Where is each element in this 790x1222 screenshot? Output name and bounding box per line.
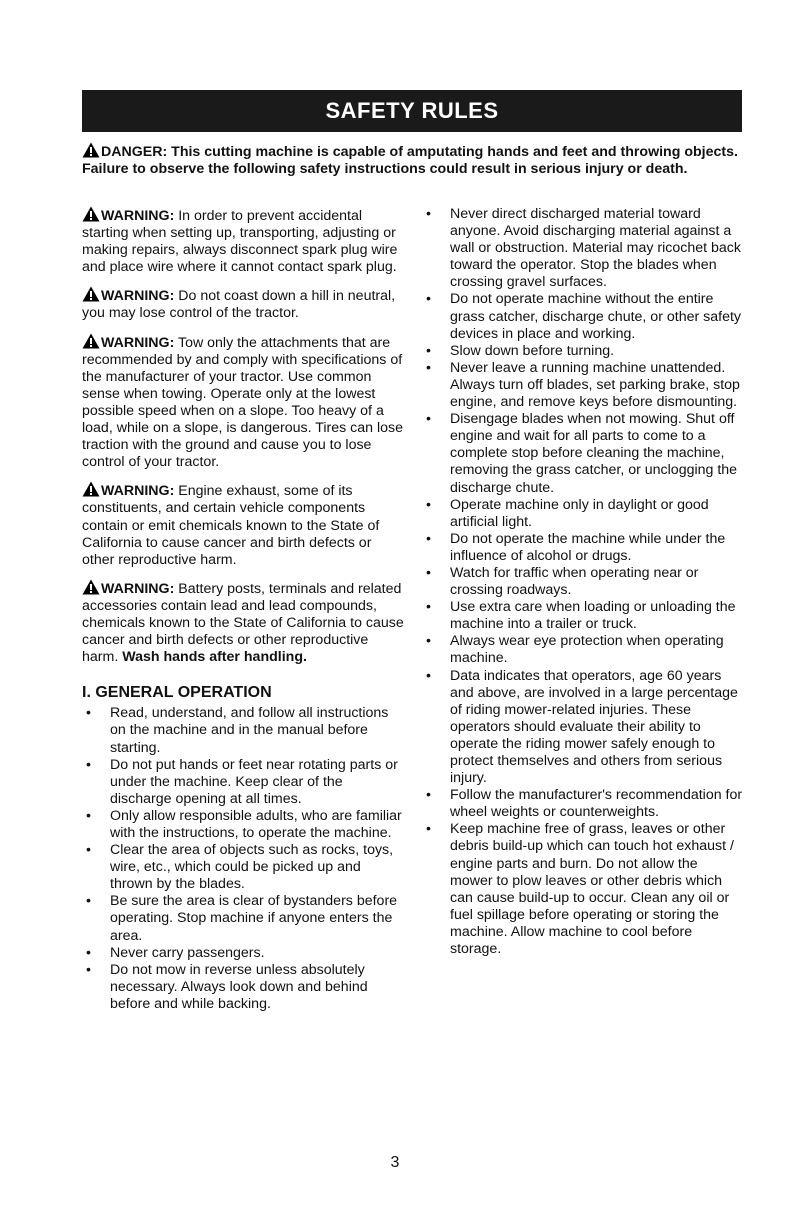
list-item: • Read, understand, and follow all instructions on the machine and in the manual before starting.: [82, 705, 404, 756]
warning-label: WARNING:: [101, 334, 175, 351]
list-item: • Clear the area of objects such as rocks, toys, wire, etc., which could be picked up and thrown by the blades.: [82, 842, 404, 893]
page-number: 3: [390, 1154, 400, 1171]
warning-paragraph: [82, 206, 404, 276]
list-item: • Never direct discharged material toward anyone. Avoid discharging material against a wall or obstruction. Material may ricochet back toward the operator. Stop the blades when crossing gravel surfaces.: [426, 206, 744, 291]
list-item: • Be sure the area is clear of bystanders before operating. Stop machine if anyone enters the area.: [82, 893, 404, 944]
warning-triangle-icon: [82, 142, 100, 158]
list-item: • Watch for traffic when operating near or crossing roadways.: [426, 565, 744, 599]
right-column: [426, 206, 744, 958]
warning-label: WARNING:: [101, 208, 175, 224]
section-banner: [82, 90, 742, 132]
list-item: • Do not put hands or feet near rotating parts or under the machine. Keep clear of the discharge opening at all times.: [82, 757, 404, 808]
warning-paragraph: [82, 481, 404, 568]
warning-triangle-icon: [82, 206, 100, 222]
list-item: • Never carry passengers.: [82, 945, 404, 962]
list-item: • Keep machine free of grass, leaves or other debris build-up which can touch hot exhaust / engine parts and burn. Do not allow the mower to plow leaves or other debris which can cause build-up to occur. Clean any oil or fuel spillage before operating or storing the machine. Allow machine to cool before storage.: [426, 821, 744, 958]
warning-paragraph: [82, 579, 404, 666]
warning-text: Battery posts, terminals and related accessories contain lead and lead compounds, chemicals known to the State of California to cause cancer and birth defects or other reproductive harm.: [82, 580, 404, 666]
list-item: • Do not operate the machine while under the influence of alcohol or drugs.: [426, 531, 744, 565]
warning-label: WARNING:: [101, 483, 175, 500]
warning-paragraph: [82, 286, 404, 322]
list-item: • Slow down before turning.: [426, 343, 744, 360]
list-item: • Always wear eye protection when operating machine.: [426, 633, 744, 667]
warning-text: In order to prevent accidental starting when setting up, transporting, adjusting or making repairs, always disconnect spark plug wire and place wire where it cannot contact spark plug.: [82, 208, 398, 276]
danger-notice: [82, 142, 744, 178]
warning-paragraph: [82, 333, 404, 472]
warning-label: WARNING:: [101, 288, 175, 305]
list-item: • Never leave a running machine unattended. Always turn off blades, set parking brake, stop engine, and remove keys before dismounting.: [426, 360, 744, 411]
section-heading: I. GENERAL OPERATION: [82, 684, 272, 702]
list-item: • Operate machine only in daylight or good artificial light.: [426, 497, 744, 531]
warning-text: Do not coast down a hill in neutral, you may lose control of the tractor.: [82, 288, 396, 322]
warning-triangle-icon: [82, 481, 100, 497]
general-operation-list: [82, 705, 404, 1013]
warning-triangle-icon: [82, 333, 100, 349]
list-item: • Data indicates that operators, age 60 years and above, are involved in a large percentage of riding mower-related injuries. These operators should evaluate their ability to operate the riding mower safely enough to protect themselves and others from serious injury.: [426, 668, 744, 788]
warning-text: Engine exhaust, some of its constituents, and certain vehicle components contain or emit chemicals known to the State of California to cause cancer and birth defects or other reproductive harm.: [82, 483, 380, 568]
warning-label: WARNING:: [101, 580, 175, 597]
danger-text: This cutting machine is capable of amputating hands and feet and throwing objects. Failure to observe the following safety instructions could result in serious injury or death.: [82, 144, 738, 177]
left-column: [82, 206, 404, 1013]
list-item: • Do not operate machine without the entire grass catcher, discharge chute, or other safety devices in place and working.: [426, 291, 744, 342]
warning-emphasis: Wash hands after handling.: [122, 649, 307, 666]
safety-list: [426, 206, 744, 958]
list-item: • Use extra care when loading or unloading the machine into a trailer or truck.: [426, 599, 744, 633]
list-item: • Follow the manufacturer's recommendation for wheel weights or counterweights.: [426, 787, 744, 821]
list-item: • Do not mow in reverse unless absolutely necessary. Always look down and behind before and while backing.: [82, 962, 404, 1013]
danger-label: DANGER:: [101, 144, 168, 160]
warning-text: Tow only the attachments that are recommended by and comply with specifications of the manufacturer of your tractor. Use common sense when towing. Operate only at the lowest possible speed when on a slope. Too heavy of a load, while on a slope, is dangerous. Tires can lose traction with the ground and cause you to lose control of your tractor.: [82, 334, 403, 471]
warning-triangle-icon: [82, 579, 100, 595]
list-item: • Disengage blades when not mowing. Shut off engine and wait for all parts to come to a complete stop before cleaning the machine, removing the grass catcher, or unclogging the discharge chute.: [426, 411, 744, 496]
list-item: • Only allow responsible adults, who are familiar with the instructions, to operate the machine.: [82, 808, 404, 842]
banner-title: SAFETY RULES: [325, 98, 499, 123]
warning-triangle-icon: [82, 286, 100, 302]
